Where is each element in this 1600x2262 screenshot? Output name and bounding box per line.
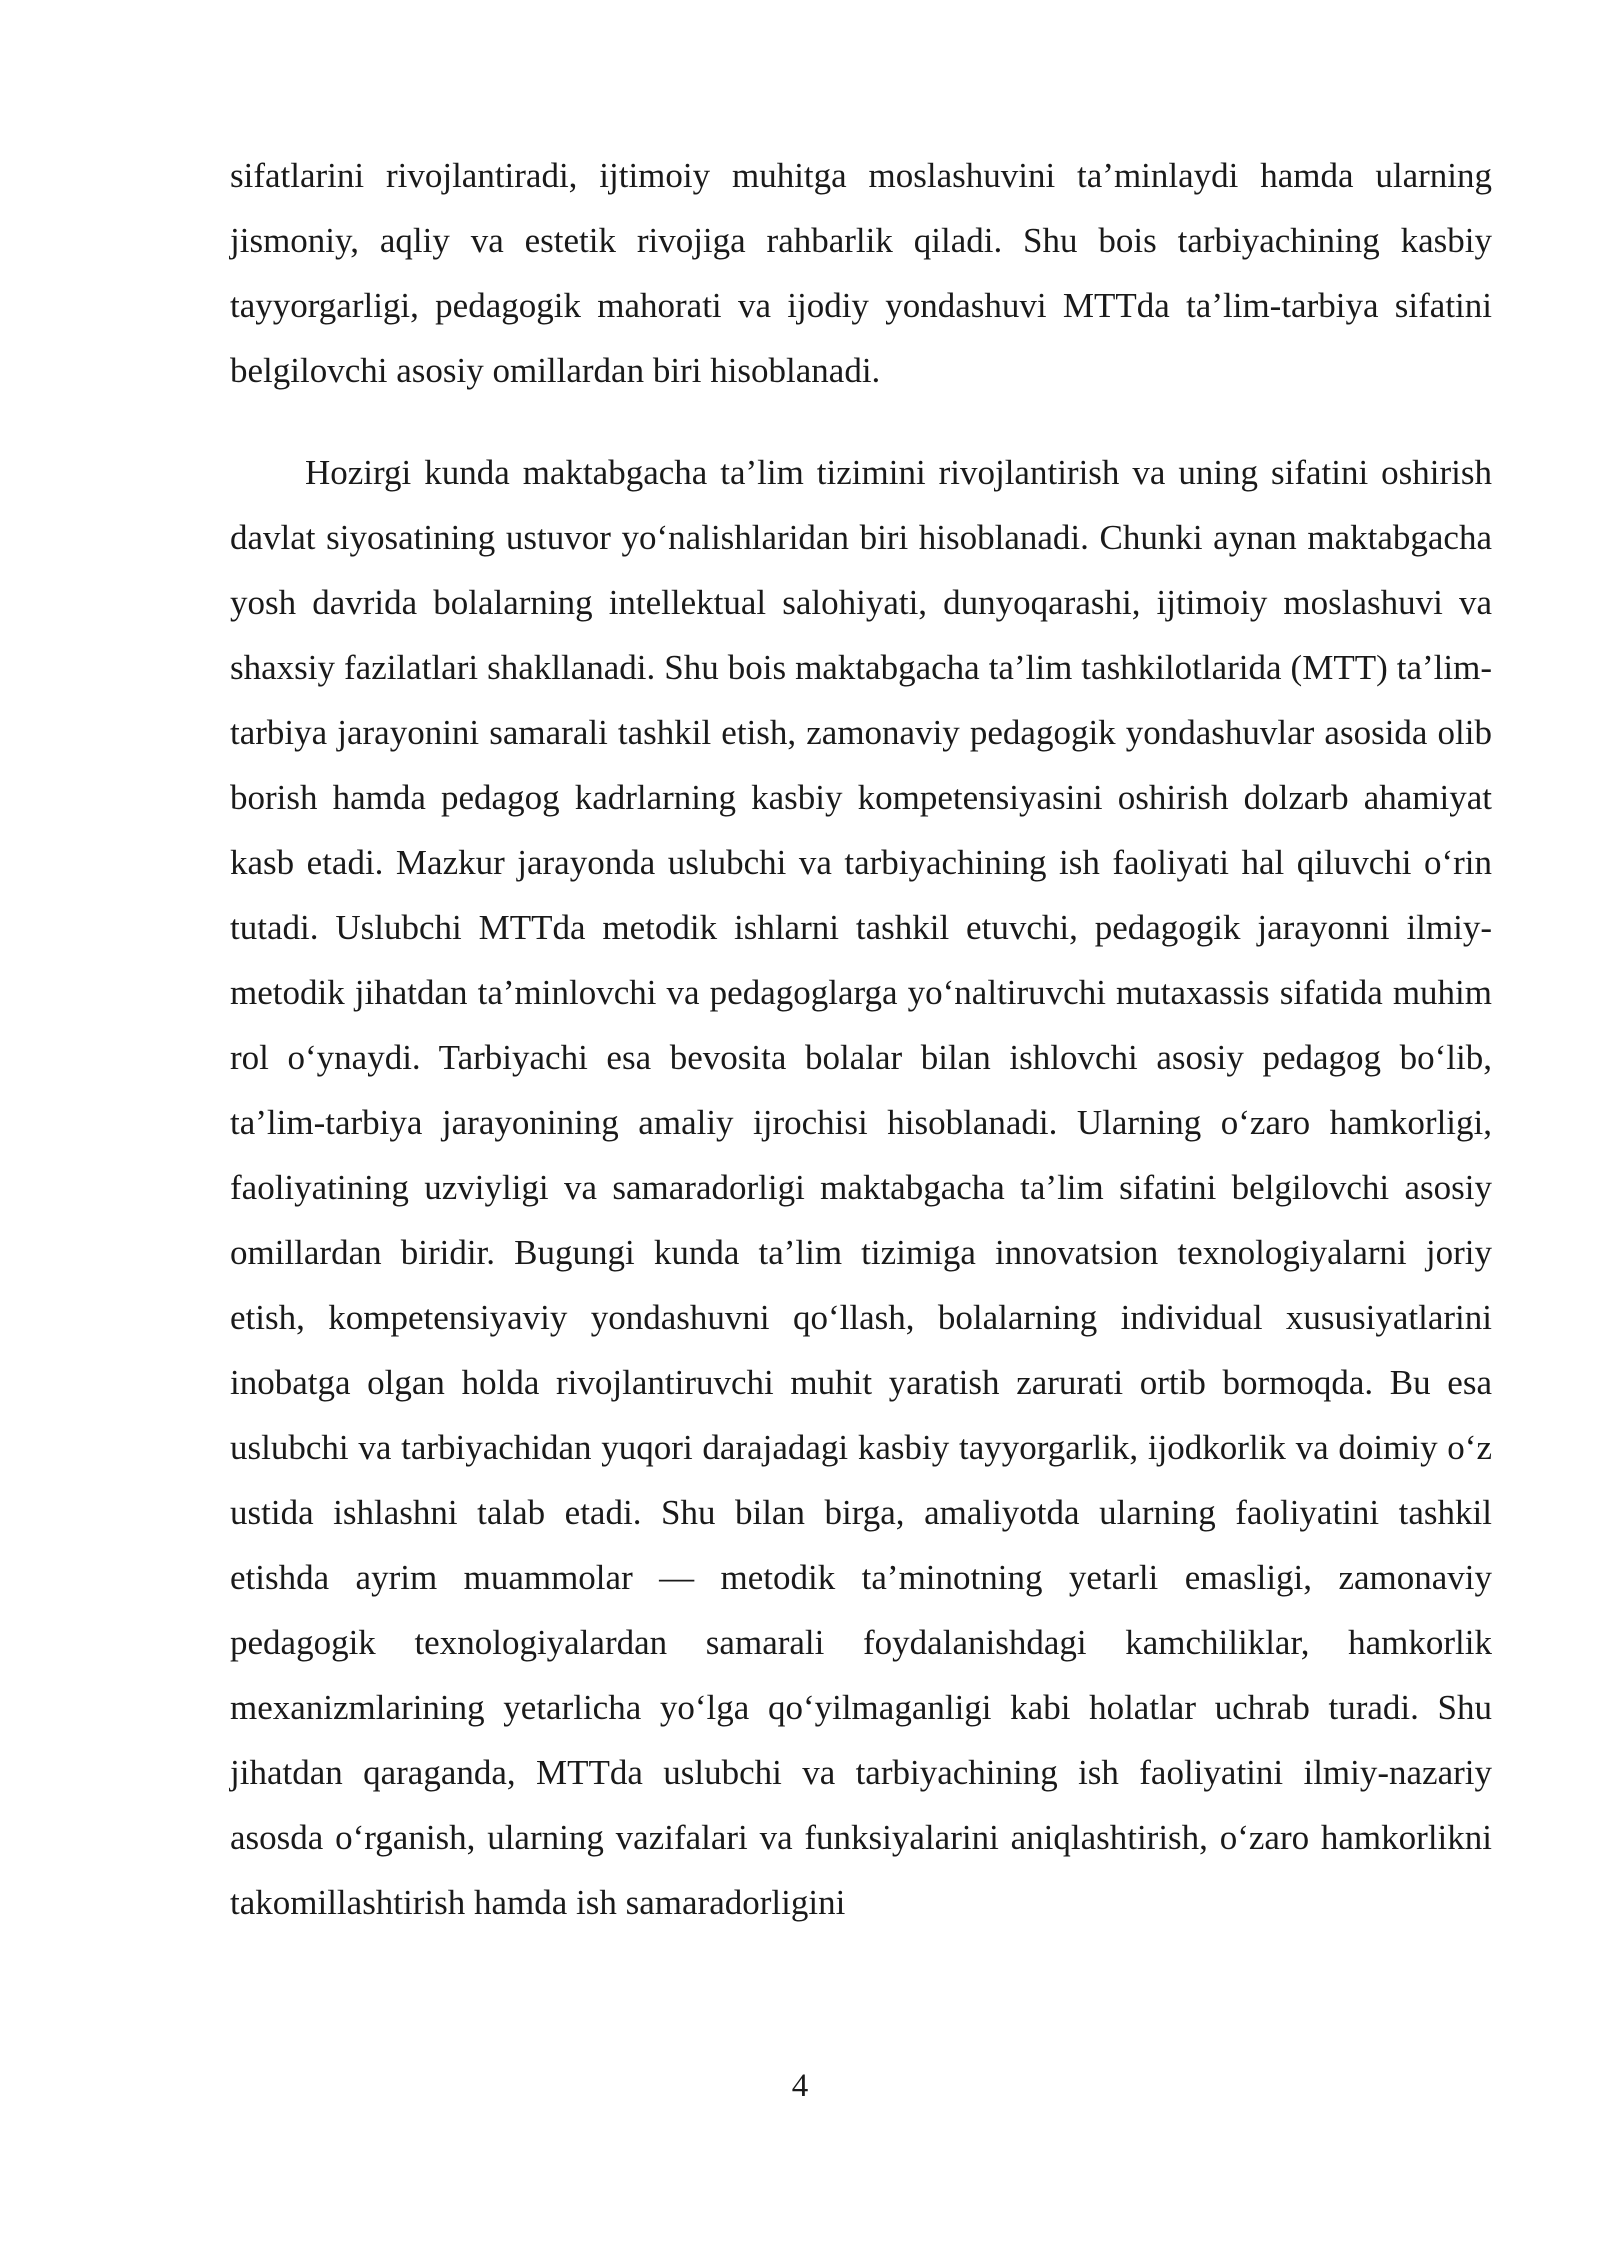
paragraph-continuation: sifatlarini rivojlantiradi, ijtimoiy muhitga moslashuvini ta’minlaydi hamda ularning jismoniy, aqliy va estetik rivojiga rahbarlik qiladi. Shu bois tarbiyachining kasbiy tayyorgarligi, pedagogik mahorati va ijodiy yondashuvi MTTda ta’lim-tarbiya sifatini belgilovchi asosiy omillardan biri hisoblanadi. (230, 156, 1492, 390)
paragraph-main: Hozirgi kunda maktabgacha ta’lim tizimini rivojlantirish va uning sifatini oshirish davlat siyosatining ustuvor yo‘nalishlaridan biri hisoblanadi. Chunki aynan maktabgacha yosh davrida bolalarning intellektual salohiyati, dunyoqarashi, ijtimoiy moslashuvi va shaxsiy fazilatlari shakllanadi. Shu bois maktabgacha ta’lim tashkilotlarida (MTT) ta’lim-tarbiya jarayonini samarali tashkil etish, zamonaviy pedagogik yondashuvlar asosida olib borish hamda pedagog kadrlarning kasbiy kompetensiyasini oshirish dolzarb ahamiyat kasb etadi. Mazkur jarayonda uslubchi va tarbiyachining ish faoliyati hal qiluvchi o‘rin tutadi. Uslubchi MTTda metodik ishlarni tashkil etuvchi, pedagogik jarayonni ilmiy-metodik jihatdan ta’minlovchi va pedagoglarga yo‘naltiruvchi mutaxassis sifatida muhim rol o‘ynaydi. Tarbiyachi esa bevosita bolalar bilan ishlovchi asosiy pedagog bo‘lib, ta’lim-tarbiya jarayonining amaliy ijrochisi hisoblanadi. Ularning o‘zaro hamkorligi, faoliyatining uzviyligi va samaradorligi maktabgacha ta’lim sifatini belgilovchi asosiy omillardan biridir. Bugungi kunda ta’lim tizimiga innovatsion texnologiyalarni joriy etish, kompetensiyaviy yondashuvni qo‘llash, bolalarning individual xususiyatlarini inobatga olgan holda rivojlantiruvchi muhit yaratish zarurati ortib bormoqda. Bu esa uslubchi va tarbiyachidan yuqori darajadagi kasbiy tayyorgarlik, ijodkorlik va doimiy o‘z ustida ishlashni talab etadi. Shu bilan birga, amaliyotda ularning faoliyatini tashkil etishda ayrim muammolar — metodik ta’minotning yetarli emasligi, zamonaviy pedagogik texnologiyalardan samarali foydalanishdagi kamchiliklar, hamkorlik mexanizmlarining yetarlicha yo‘lga qo‘yilmaganligi kabi holatlar uchrab turadi. Shu jihatdan qaraganda, MTTda uslubchi va tarbiyachining ish faoliyatini ilmiy-nazariy asosda o‘rganish, ularning vazifalari va funksiyalarini aniqlashtirish, o‘zaro hamkorlikni takomillashtirish hamda ish samaradorligini (230, 453, 1492, 1922)
page-number: 4 (791, 2068, 809, 2104)
